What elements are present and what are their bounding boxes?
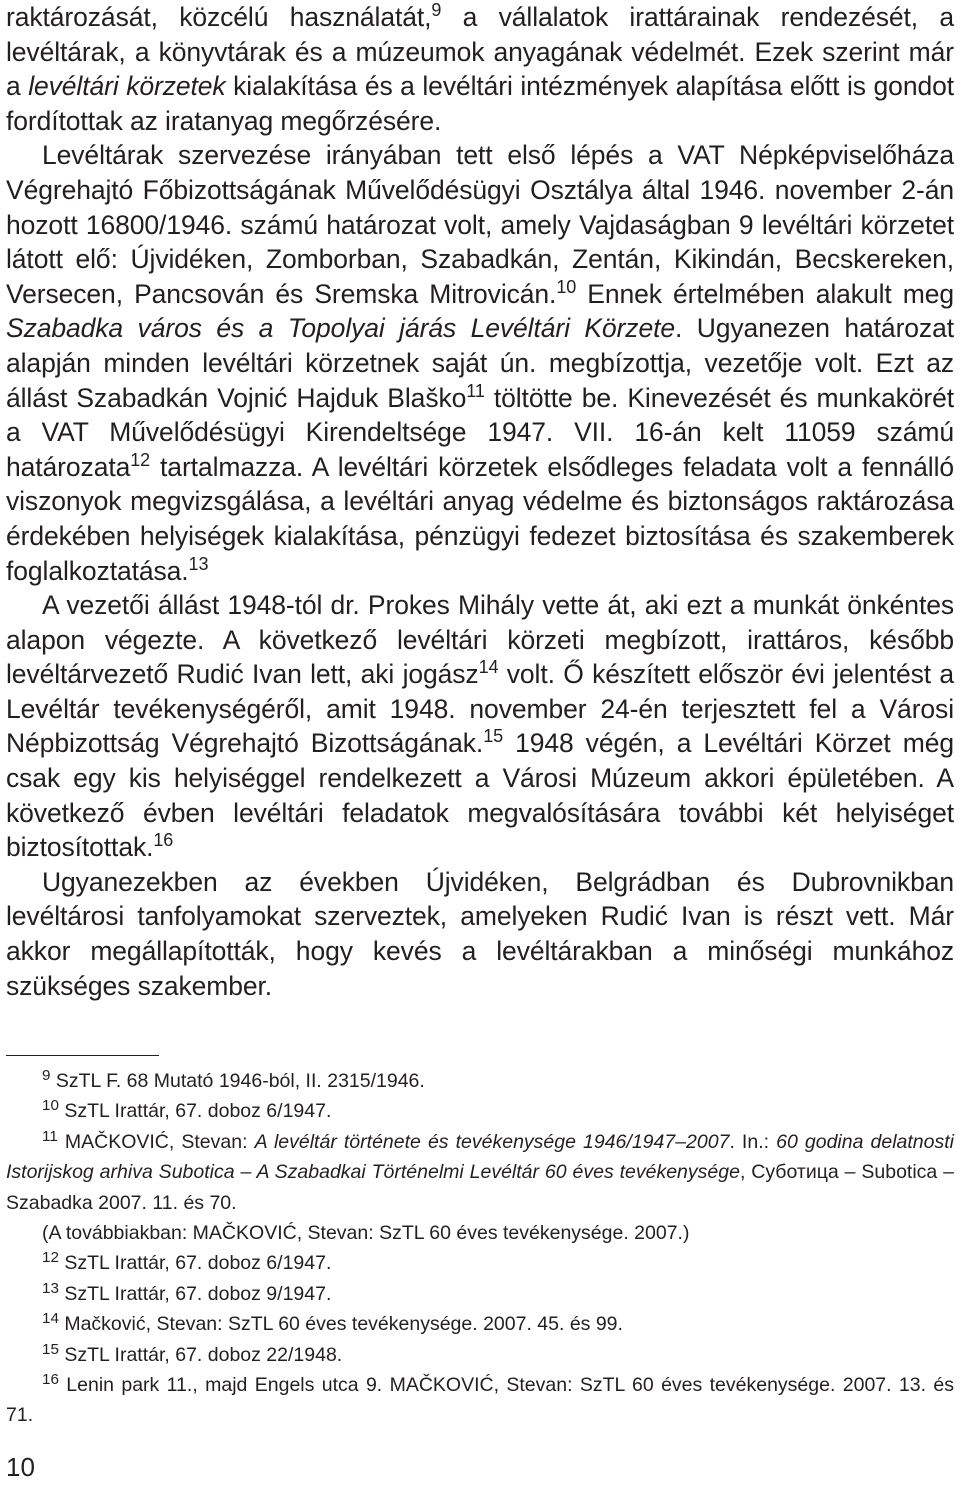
footnote-14 (6, 1309, 954, 1339)
footnote-title: 60 godina delatnosti Istorijskog arhiva Subotica – A Szabadkai Történelmi Levéltár 60 éves tevékenysége (6, 1130, 954, 1184)
paragraph-1 (6, 0, 954, 138)
text-run: Ennek értelmében alakult meg (576, 278, 955, 309)
footnote-number: 10 (42, 1097, 59, 1115)
text-run: tartalmazza. A levéltári körzetek elsődleges feladata volt a fennálló viszonyok megvizsgálása, a levéltári anyag védelme és biztonságos raktározása érdekében helyiségek kialakítása, pénzügyi fedezet biztosítása és szakemberek foglalkoztatása. (6, 451, 954, 586)
footnote-text: SzTL Irattár, 67. doboz 22/1948. (58, 1343, 343, 1366)
footnote-text: SzTL F. 68 Mutató 1946-ból, II. 2315/1946. (50, 1070, 425, 1092)
footnote-number: 11 (42, 1127, 58, 1145)
page-content (6, 0, 954, 1003)
footnote-text: Mačković, Stevan: SzTL 60 éves tevékenysége. 2007. 45. és 99. (58, 1313, 623, 1336)
footnote-number: 14 (42, 1310, 59, 1328)
footnote-number: 12 (42, 1249, 59, 1267)
paragraph-3 (6, 588, 954, 865)
text-run: Ugyanezekben az években Újvidéken, Belgrádban és Dubrovnikban levéltárosi tanfolyamokat szerveztek, amelyeken Rudić Ivan is részt vett. Már akkor megállapították, hogy kevés a levéltárakban a minőségi munkához szükséges szakember. (6, 866, 954, 1001)
footnote-text: Lenin park 11., majd Engels utca 9. MAČKOVIĆ, Stevan: SzTL 60 éves tevékenysége. 2007. 13. és 71. (6, 1374, 954, 1427)
text-run: kialakítása és a levéltári intézmények alapítása előtt is gondot fordítottak az iratanyag megőrzésére. (6, 71, 954, 136)
text-run: volt. Ő készített először évi jelentést a Levéltár tevékenységéről, amit 1948. november 24-én terjesztett fel a Városi Népbizottság Végrehajtó Bizottságának. (6, 659, 954, 759)
footnote-ref-10[interactable]: 10 (556, 276, 577, 297)
footnote-text: SzTL Irattár, 67. doboz 6/1947. (58, 1252, 332, 1275)
text-run: 1948 végén, a Levéltári Körzet még csak egy kis helyiséggel rendelkezett a Városi Múzeum akkori épületében. A következő évben levéltári feladatok megvalósítására további két helyiséget biztosítottak. (6, 728, 954, 863)
footnote-number: 13 (42, 1280, 59, 1297)
footnote-text: SzTL Irattár, 67. doboz 6/1947. (58, 1100, 332, 1123)
page-number: 10 (6, 1452, 35, 1482)
footnote-ref-16[interactable]: 16 (153, 830, 174, 851)
footnote-13 (6, 1279, 954, 1309)
text-run: a vállalatok irattárainak rendezését, a levéltárak, a könyvtárak és a múzeumok anyagának védelmét. Ezek szerint már a (6, 2, 954, 102)
footnote-text: SzTL Irattár, 67. doboz 9/1947. (58, 1282, 332, 1305)
text-run: A vezetői állást 1948-tól dr. Prokes Mihály vette át, aki ezt a munkát önkéntes alapon végezte. A következő levéltári körzeti megbízott, irattáros, később levéltárvezető Rudić Ivan lett, aki jogász (6, 590, 954, 690)
paragraph-2 (6, 138, 954, 588)
footnote-16 (6, 1370, 954, 1431)
footnote-11-continuation (6, 1218, 954, 1248)
footnote-divider (6, 1055, 159, 1056)
footnote-ref-13[interactable]: 13 (188, 553, 209, 574)
footnote-ref-14[interactable]: 14 (478, 657, 499, 678)
footnote-12 (6, 1248, 954, 1278)
footnote-number: 15 (42, 1340, 59, 1358)
footnotes (6, 1066, 954, 1431)
footnote-text: (A továbbiakban: MAČKOVIĆ, Stevan: SzTL 60 éves tevékenysége. 2007.) (42, 1222, 690, 1245)
footnote-title: A levéltár története és tevékenysége 1946/1947–2007 (254, 1130, 730, 1153)
body-text (6, 0, 954, 1003)
footnote-text: MAČKOVIĆ, Stevan: (57, 1130, 255, 1153)
text-run: Levéltárak szervezése irányában tett első lépés a VAT Népképviselőháza Végrehajtó Főbizottságának Művelődésügyi Osztálya által 1946. november 2-án hozott 16800/1946. számú határozat volt, amely Vajdaságban 9 levéltári körzetet látott elő: Újvidéken, Zomborban, Szabadkán, Zentán, Kikindán, Becskereken, Versecen, Pancsován és Sremska Mitrovicán. (6, 140, 954, 309)
paragraph-4 (6, 865, 954, 1003)
footnote-number: 9 (42, 1067, 51, 1085)
footnote-number: 16 (42, 1371, 59, 1389)
italic-term: levéltári körzetek (28, 71, 226, 102)
footnote-ref-12[interactable]: 12 (130, 449, 151, 470)
footnote-ref-15[interactable]: 15 (483, 726, 504, 747)
footnote-ref-11[interactable]: 11 (466, 380, 485, 401)
text-run: töltötte be. Kinevezését és munkakörét a VAT Művelődésügyi Kirendeltsége 1947. VII. 16-án kelt 11059 számú határozata (6, 382, 955, 482)
footnote-15 (6, 1340, 954, 1370)
footnote-text: , Суботица – Subotica – Szabadka 2007. 11. és 70. (6, 1161, 955, 1214)
text-run: raktározását, közcélú használatát, (6, 2, 432, 32)
italic-term: Szabadka város és a Topolyai járás Levéltári Körzete (6, 313, 675, 344)
footnote-9 (6, 1066, 954, 1096)
footnote-text: . In.: (729, 1130, 777, 1153)
footnote-10 (6, 1096, 954, 1126)
footnote-11 (6, 1127, 954, 1218)
text-run: . Ugyanezen határozat alapján minden levéltári körzetnek saját ún. megbízottja, vezetője volt. Ezt az állást Szabadkán Vojnić Hajduk Blaško (6, 313, 954, 413)
footnote-ref-9[interactable]: 9 (431, 0, 442, 21)
